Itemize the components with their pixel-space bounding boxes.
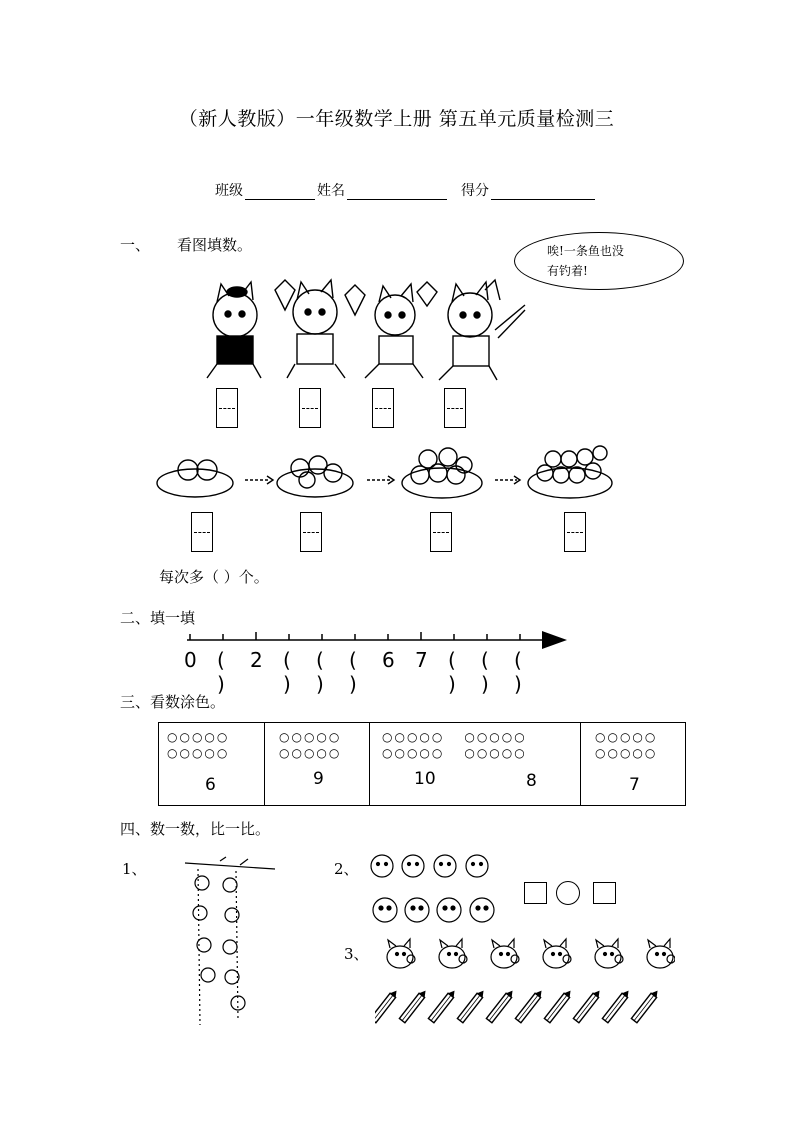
bubble-line2: 有钓着! xyxy=(547,264,588,278)
pencil-icon xyxy=(486,989,515,1023)
score-field[interactable] xyxy=(491,185,595,200)
color-cell-number: 9 xyxy=(313,769,324,789)
class-label: 班级 xyxy=(215,183,243,199)
pencil-icon xyxy=(631,989,660,1023)
number-line-blank[interactable]: ( ) xyxy=(316,648,324,696)
section3-heading: 三、看数涂色。 xyxy=(120,693,226,711)
color-cell-9[interactable]: ○○○○○ ○○○○○ 9 xyxy=(265,723,370,806)
color-cell-number: 8 xyxy=(526,771,537,791)
answer-box-plate-2[interactable] xyxy=(300,512,322,552)
pencil-icon xyxy=(515,989,544,1023)
pig-icon xyxy=(387,939,415,968)
cats-fishing-illustration xyxy=(195,270,540,390)
number-line-number: 0 xyxy=(184,648,197,672)
name-label: 姓名 xyxy=(317,183,345,199)
answer-box-plate-1[interactable] xyxy=(191,512,213,552)
cat-1 xyxy=(207,282,261,378)
pig-icon xyxy=(595,939,623,968)
color-cell-7[interactable]: ○○○○○ ○○○○○ 7 xyxy=(581,723,686,806)
number-line-number: 6 xyxy=(382,648,395,672)
section4-heading: 四、数一数，比一比。 xyxy=(120,820,271,838)
number-line-number: 2 xyxy=(250,648,263,672)
color-cell-6[interactable]: ○○○○○ ○○○○○ 6 xyxy=(159,723,265,806)
info-line xyxy=(215,180,597,200)
name-field[interactable] xyxy=(347,185,447,200)
answer-box-cat-3[interactable] xyxy=(372,388,394,428)
number-line-blank[interactable]: ( ) xyxy=(349,648,357,696)
item-1-label: 1、 xyxy=(122,860,147,878)
bubble-line1: 唉!一条鱼也没 xyxy=(547,244,624,258)
pencil-icon xyxy=(544,989,573,1023)
color-cell-number: 6 xyxy=(205,775,216,795)
pig-icon xyxy=(647,939,675,968)
cat-4 xyxy=(439,280,500,380)
pig-icon xyxy=(439,939,467,968)
answer-box-cat-2[interactable] xyxy=(299,388,321,428)
answer-box-plate-4[interactable] xyxy=(564,512,586,552)
apple-plates-illustration xyxy=(155,435,620,505)
score-label: 得分 xyxy=(461,183,489,199)
class-field[interactable] xyxy=(245,185,315,200)
cat-2 xyxy=(275,280,365,378)
compare-box-left[interactable] xyxy=(524,882,547,904)
color-cell-10-8[interactable]: ○○○○○ ○○○○○ ○○○○○ ○○○○○ 10 8 xyxy=(370,723,581,806)
section2-heading: 二、填一填 xyxy=(120,609,196,627)
page-title: （新人教版）一年级数学上册 第五单元质量检测三 xyxy=(178,108,615,130)
color-by-number-table xyxy=(158,722,686,806)
compare-box-right[interactable] xyxy=(593,882,616,904)
pigs-row-illustration xyxy=(380,935,675,975)
number-line-blank[interactable]: ( ) xyxy=(283,648,291,696)
section1-number: 一、 xyxy=(120,236,151,254)
more-each-time-question: 每次多（ ）个。 xyxy=(159,568,269,586)
number-line-blank[interactable]: ( ) xyxy=(448,648,456,696)
answer-box-cat-1[interactable] xyxy=(216,388,238,428)
item-3-label: 3、 xyxy=(344,945,369,963)
color-cell-number: 7 xyxy=(629,775,640,795)
compare-circle[interactable] xyxy=(556,881,580,905)
pencil-icon xyxy=(457,989,486,1023)
number-line-blank[interactable]: ( ) xyxy=(217,648,225,696)
answer-box-cat-4[interactable] xyxy=(444,388,466,428)
number-line xyxy=(185,628,570,652)
pencil-icon xyxy=(573,989,602,1023)
color-cell-number: 10 xyxy=(414,769,436,789)
number-line-number: 7 xyxy=(415,648,428,672)
pig-icon xyxy=(491,939,519,968)
cat-3 xyxy=(365,282,437,378)
pencil-icon xyxy=(375,989,399,1023)
pencil-icon xyxy=(428,989,457,1023)
monkeys-on-branch-illustration xyxy=(180,855,280,1025)
pencils-row-illustration xyxy=(375,988,675,1028)
children-faces-illustration xyxy=(365,848,500,930)
number-line-blank[interactable]: ( ) xyxy=(514,648,522,696)
pencil-icon xyxy=(399,989,428,1023)
item-2-label: 2、 xyxy=(334,860,359,878)
section1-heading: 看图填数。 xyxy=(177,236,253,254)
pig-icon xyxy=(543,939,571,968)
number-line-blank[interactable]: ( ) xyxy=(481,648,489,696)
answer-box-plate-3[interactable] xyxy=(430,512,452,552)
pencil-icon xyxy=(602,989,631,1023)
